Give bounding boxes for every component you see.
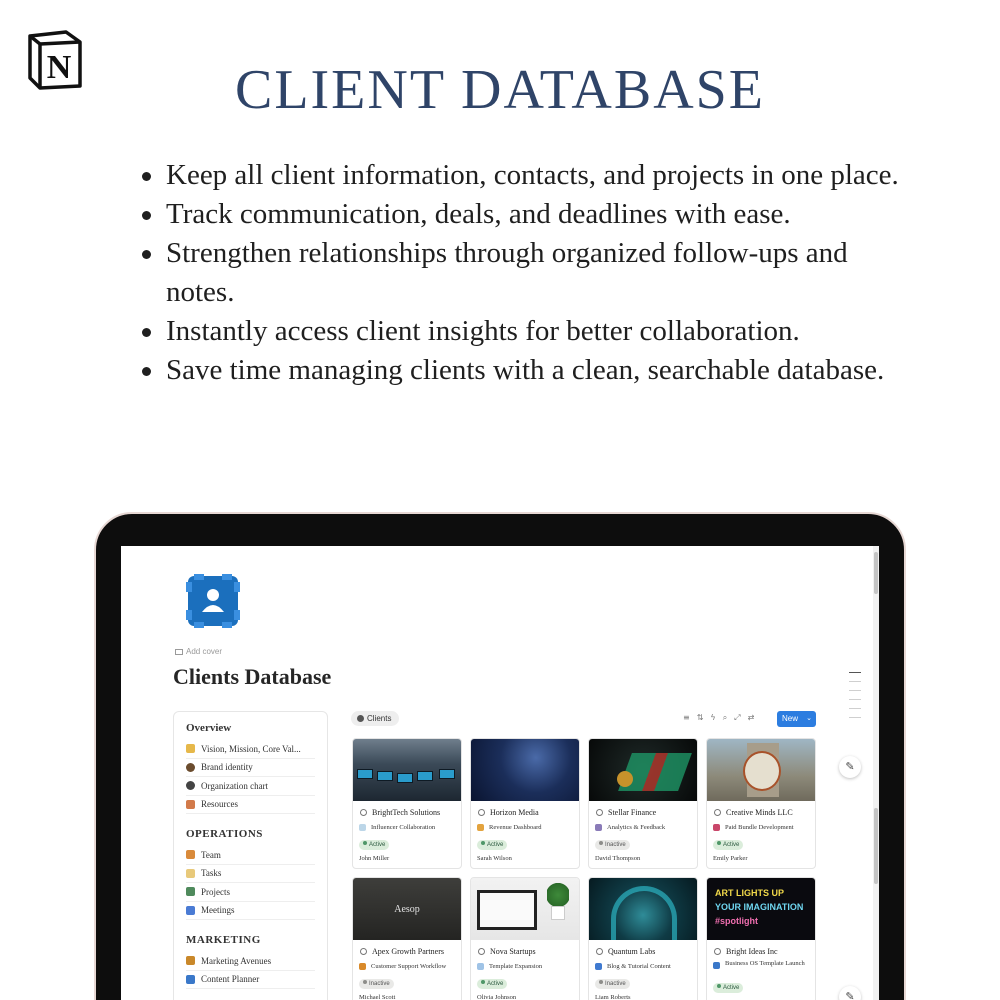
client-card[interactable] <box>588 877 698 1000</box>
ai-assist-icon[interactable]: ✎ <box>839 756 861 778</box>
project-icon <box>595 963 602 970</box>
monitor-graphic <box>477 890 537 930</box>
arch-graphic <box>611 886 677 940</box>
monitor-shape <box>397 773 413 783</box>
card-name: Stellar Finance <box>589 801 697 819</box>
person-icon <box>596 809 603 816</box>
status-badge: Inactive <box>595 840 630 850</box>
image-icon <box>175 649 183 655</box>
status-badge: Inactive <box>359 979 394 989</box>
card-contact: Michael Scott <box>359 994 396 1000</box>
sidebar-item-marketing-avenues[interactable]: Marketing Avenues <box>186 952 315 971</box>
card-cover-image <box>471 878 579 940</box>
card-name: Quantum Labs <box>589 940 697 958</box>
automation-icon[interactable]: ϟ <box>710 713 716 722</box>
status-badge: Inactive <box>595 979 630 989</box>
sidebar-heading-overview: Overview <box>186 722 232 734</box>
sidebar-nav <box>173 711 328 1000</box>
toc-line[interactable] <box>849 699 861 700</box>
toc-line[interactable] <box>849 672 861 673</box>
sidebar-item-tasks[interactable]: Tasks <box>186 865 315 884</box>
client-card[interactable] <box>352 877 462 1000</box>
vision-icon <box>186 744 195 753</box>
person-icon <box>714 948 721 955</box>
client-icon[interactable] <box>186 574 240 628</box>
client-card[interactable] <box>352 738 462 869</box>
person-icon <box>360 948 367 955</box>
monitor-shape <box>417 771 433 781</box>
feature-item: Strengthen relationships through organized follow-ups and notes. <box>140 234 900 312</box>
plant-graphic <box>547 882 569 908</box>
neon-text: YOUR IMAGINATION <box>715 902 804 912</box>
card-name: Horizon Media <box>471 801 579 819</box>
person-icon <box>478 948 485 955</box>
settings-icon[interactable]: ⇄ <box>747 713 755 722</box>
card-cover-image <box>353 878 461 940</box>
person-icon <box>357 715 364 722</box>
table-of-contents[interactable] <box>849 672 861 726</box>
card-contact: David Thompson <box>595 855 641 862</box>
status-badge: Active <box>713 983 743 993</box>
status-dot <box>717 984 721 988</box>
project-icon <box>359 824 366 831</box>
card-project[interactable]: Revenue Dashboard <box>471 819 579 833</box>
card-cover-image <box>707 878 815 940</box>
marketing-icon <box>186 956 195 965</box>
projects-icon <box>186 887 195 896</box>
database-toolbar <box>683 713 754 723</box>
card-contact: Sarah Wilson <box>477 855 512 862</box>
org-chart-icon <box>186 781 195 790</box>
page-title: Clients Database <box>173 664 332 689</box>
card-cover-image <box>589 739 697 801</box>
expand-icon[interactable]: ⤢ <box>734 713 741 722</box>
scrollbar[interactable] <box>873 546 879 1000</box>
client-card[interactable] <box>470 738 580 869</box>
feature-item: Save time managing clients with a clean, searchable database. <box>140 351 900 390</box>
sidebar-item-vision[interactable]: Vision, Mission, Core Val... <box>186 740 315 759</box>
status-badge: Active <box>477 979 507 989</box>
resources-icon <box>186 800 195 809</box>
cover-logo-text: Aesop <box>394 904 420 915</box>
tasks-icon <box>186 869 195 878</box>
chevron-down-icon[interactable]: ⌄ <box>806 715 812 722</box>
toc-line[interactable] <box>849 681 861 682</box>
sidebar-heading-operations: OPERATIONS <box>186 828 263 840</box>
card-contact: John Miller <box>359 855 390 862</box>
card-cover-image <box>353 739 461 801</box>
client-card[interactable] <box>706 738 816 869</box>
sidebar-item-meetings[interactable]: Meetings <box>186 902 315 921</box>
sidebar-item-content-planner[interactable]: Content Planner <box>186 971 315 990</box>
monitor-shape <box>439 769 455 779</box>
project-icon <box>477 824 484 831</box>
filter-icon[interactable]: ≡ <box>683 713 690 722</box>
status-dot <box>717 841 721 845</box>
card-project[interactable]: Influencer Collaboration <box>353 819 461 833</box>
card-contact <box>707 994 815 998</box>
card-project[interactable]: Paid Bundle Development <box>707 819 815 833</box>
sidebar-item-org-chart[interactable]: Organization chart <box>186 777 315 796</box>
project-icon <box>359 963 366 970</box>
feature-list <box>140 156 900 390</box>
person-icon <box>360 809 367 816</box>
client-card[interactable] <box>470 877 580 1000</box>
card-name: BrightTech Solutions <box>353 801 461 819</box>
card-contact: Emily Parker <box>713 855 748 862</box>
client-card[interactable] <box>706 877 816 1000</box>
project-icon <box>477 963 484 970</box>
neon-text: ART LIGHTS UP <box>715 888 784 898</box>
card-contact: Olivia Johnson <box>477 994 517 1000</box>
status-badge: Active <box>359 840 389 850</box>
person-icon <box>478 809 485 816</box>
sticker-graphic <box>743 751 781 791</box>
card-contact: Liam Roberts <box>595 994 631 1000</box>
sidebar-item-brand[interactable]: Brand identity <box>186 759 315 778</box>
monitor-shape <box>377 771 393 781</box>
new-button[interactable]: New ⌄ <box>777 711 816 727</box>
person-icon <box>596 948 603 955</box>
meetings-icon <box>186 906 195 915</box>
feature-item: Instantly access client insights for better collaboration. <box>140 312 900 351</box>
project-icon <box>595 824 602 831</box>
monitor-shape <box>357 769 373 779</box>
card-project[interactable]: Customer Support Workflow <box>353 958 461 972</box>
toc-line[interactable] <box>849 708 861 709</box>
scrollbar-thumb[interactable] <box>874 552 878 594</box>
view-tab-clients[interactable]: Clients <box>351 711 399 726</box>
team-icon <box>186 850 195 859</box>
brand-icon <box>186 763 195 772</box>
pot-graphic <box>551 906 565 920</box>
sort-icon[interactable]: ⇅ <box>696 713 704 722</box>
status-dot <box>481 841 485 845</box>
card-cover-image <box>471 739 579 801</box>
svg-text:N: N <box>46 49 72 86</box>
feature-item: Track communication, deals, and deadlines with ease. <box>140 195 900 234</box>
toc-line[interactable] <box>849 717 861 718</box>
card-cover-image <box>589 878 697 940</box>
sidebar-item-projects[interactable]: Projects <box>186 883 315 902</box>
card-name: Nova Startups <box>471 940 579 958</box>
sidebar-item-team[interactable]: Team <box>186 846 315 865</box>
card-project[interactable]: Analytics & Feedback <box>589 819 697 833</box>
status-dot <box>599 841 603 845</box>
status-badge: Active <box>713 840 743 850</box>
scrollbar-thumb[interactable] <box>874 808 878 884</box>
notion-screen <box>121 546 879 1000</box>
neon-text: #spotlight <box>715 916 758 926</box>
project-icon <box>713 824 720 831</box>
status-dot <box>481 980 485 984</box>
card-project[interactable]: Business OS Template Launch <box>707 958 815 976</box>
sidebar-heading-marketing: MARKETING <box>186 934 261 946</box>
toc-line[interactable] <box>849 690 861 691</box>
card-cover-image <box>707 739 815 801</box>
ai-assist-icon[interactable]: ✎ <box>839 986 861 1000</box>
coin-graphic <box>617 771 633 787</box>
feature-item: Keep all client information, contacts, and projects in one place. <box>140 156 900 195</box>
status-dot <box>363 980 367 984</box>
person-icon <box>714 809 721 816</box>
card-project[interactable]: Template Expansion <box>471 958 579 972</box>
card-project[interactable]: Blog & Tutorial Content <box>589 958 697 972</box>
card-name: Creative Minds LLC <box>707 801 815 819</box>
status-dot <box>599 980 603 984</box>
search-icon[interactable]: ⌕ <box>722 713 728 722</box>
status-badge: Active <box>477 840 507 850</box>
card-name: Bright Ideas Inc <box>707 940 815 958</box>
card-name: Apex Growth Partners <box>353 940 461 958</box>
content-planner-icon <box>186 975 195 984</box>
client-gallery <box>352 738 818 1000</box>
add-cover-button[interactable]: Add cover <box>175 647 222 656</box>
status-dot <box>363 841 367 845</box>
project-icon <box>713 962 720 969</box>
client-card[interactable] <box>588 738 698 869</box>
sidebar-item-resources[interactable]: Resources <box>186 796 315 815</box>
page-heading: CLIENT DATABASE <box>234 59 766 121</box>
